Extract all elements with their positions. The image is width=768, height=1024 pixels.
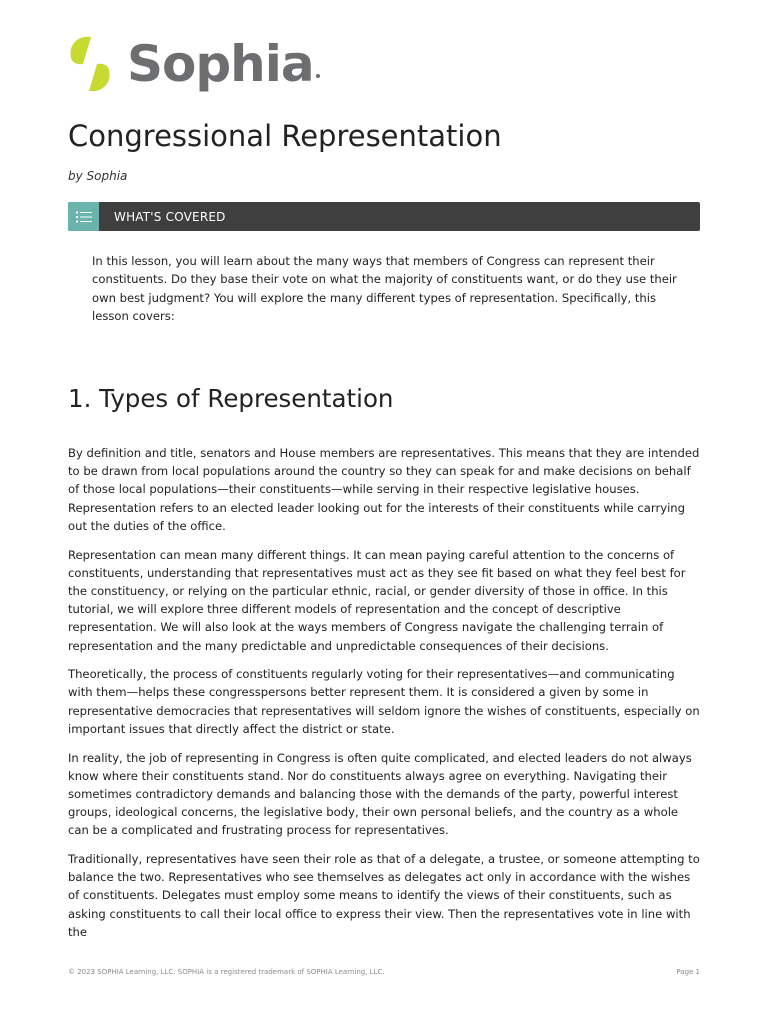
page-title: Congressional Representation (68, 119, 502, 153)
list-icon (68, 202, 99, 231)
page-number: Page 1 (676, 968, 700, 976)
byline: by Sophia (68, 169, 128, 183)
section-heading: 1. Types of Representation (68, 384, 394, 413)
footer-copyright: © 2023 SOPHIA Learning, LLC. SOPHIA is a registered trademark of SOPHIA Learning, LLC. (68, 968, 385, 976)
sophia-logo (67, 34, 320, 94)
whats-covered-label: WHAT'S COVERED (114, 209, 226, 224)
paragraph: In reality, the job of representing in Congress is often quite complicated, and elected leaders do not always know where their constituents stand. Nor do constituents always agree on everything. Navigating their sometimes contradictory demands and balancing those with the demands of the party, powerful interest groups, ideological concerns, the legislative body, their own personal beliefs, and the country as a whole can be a complicated and frustrating process for representatives. (68, 750, 692, 838)
paragraph: By definition and title, senators and House members are representatives. This means that they are intended to be drawn from local populations around the country so they can speak for and make decisions on behalf of those local populations—their constituents—while serving in their respective legislative houses. Representation refers to an elected leader looking out for the interests of their constituents while carrying out the duties of the office. (68, 446, 700, 533)
paragraph: Theoretically, the process of constituents regularly voting for their representatives—and communicating with them—helps these congresspersons better represent them. It is considered a given by some in representative democracies that representatives will seldom ignore the wishes of constituents, especially on important issues that directly affect the district or state. (68, 667, 700, 736)
whats-covered-text: In this lesson, you will learn about the many ways that members of Congress can represent their constituents. Do they base their vote on what the majority of constituents want, or do they use their own best judgment? You will explore the many different types of representation. Specifically, this lesson covers: (92, 254, 677, 323)
page-footer (68, 968, 700, 976)
brand-trademark-dot (316, 74, 320, 78)
sophia-logo-icon (67, 34, 113, 94)
section-body (68, 444, 702, 952)
whats-covered-bar (68, 202, 700, 231)
paragraph: Traditionally, representatives have seen their role as that of a delegate, a trustee, or someone attempting to balance the two. Representatives who see themselves as delegates act only in accordance with the wishes of constituents. Delegates must employ some means to identify the views of their constituents, such as asking constituents to call their local office to express their view. Then the representatives vote in line with the (68, 852, 700, 939)
brand-name: Sophia (127, 35, 314, 93)
paragraph: Representation can mean many different things. It can mean paying careful attention to the concerns of constituents, understanding that representatives must act as they see fit based on what they feel best for the constituency, or relying on the particular ethnic, racial, or gender diversity of those in office. In this tutorial, we will explore three different models of representation and the concept of descriptive representation. We will also look at the ways members of Congress navigate the challenging terrain of representation and the many predictable and unpredictable consequences of their decisions. (68, 547, 686, 653)
